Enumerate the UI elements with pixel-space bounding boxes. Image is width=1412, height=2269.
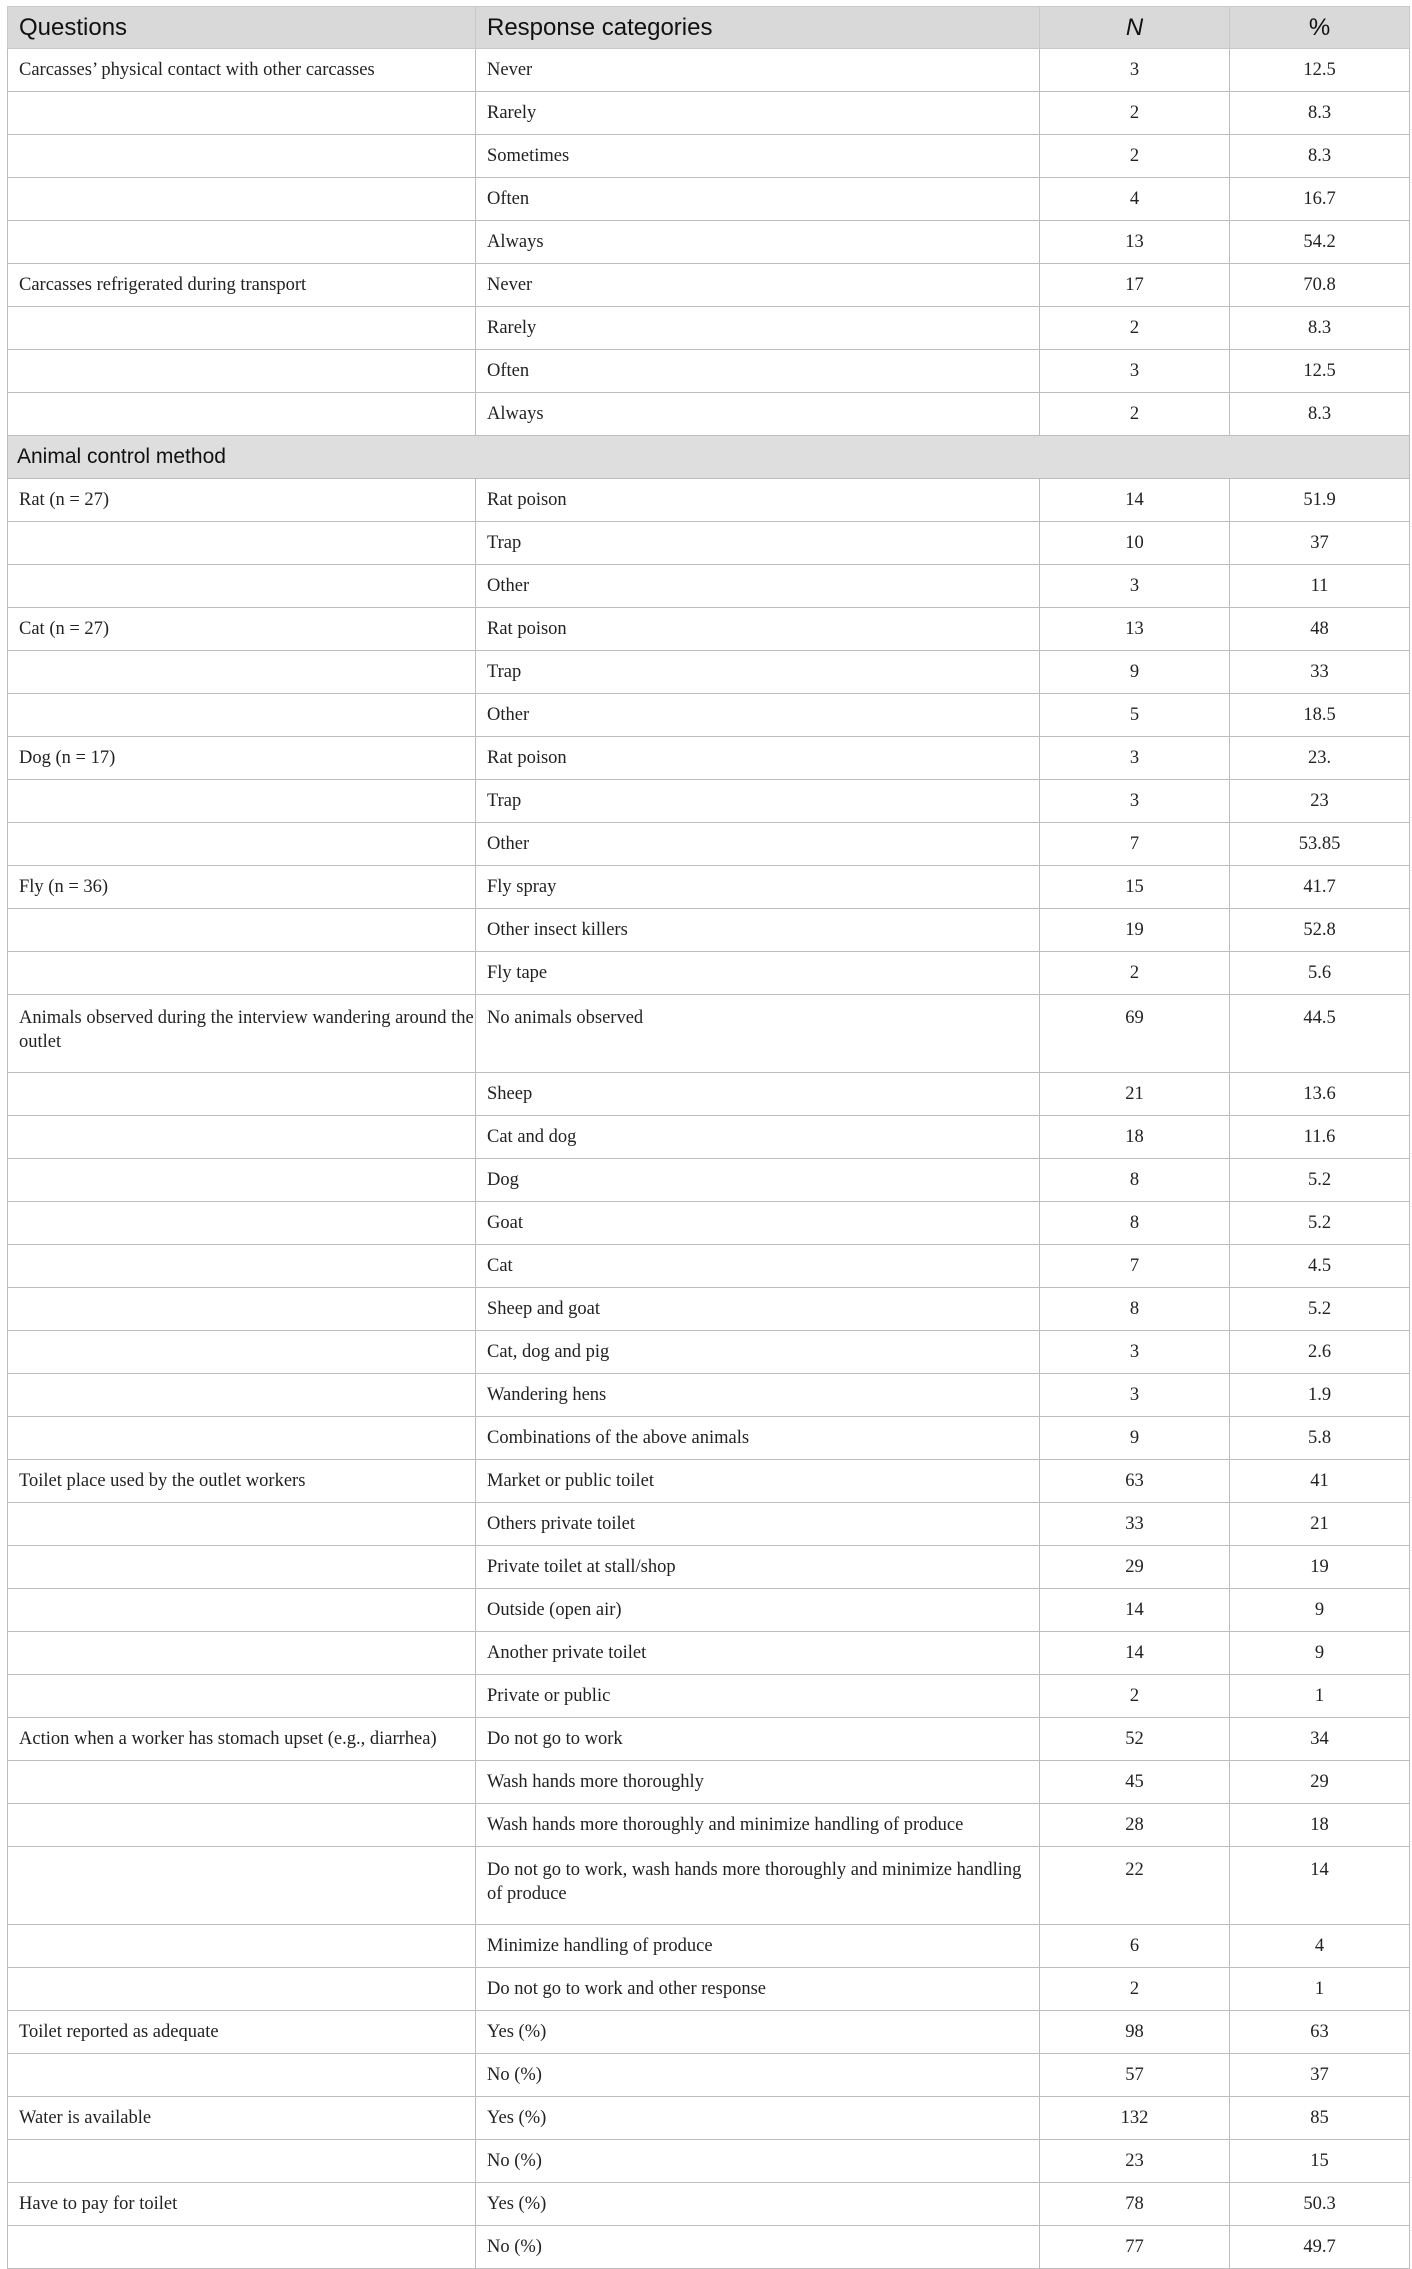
table-row — [8, 1073, 1410, 1116]
count-cell: 3 — [1040, 780, 1230, 823]
response-cell: Private toilet at stall/shop — [476, 1546, 1040, 1589]
response-cell: Always — [476, 393, 1040, 436]
percent-cell: 4.5 — [1230, 1245, 1410, 1288]
question-cell: Animals observed during the interview wandering around the outlet — [8, 995, 476, 1073]
question-cell — [8, 823, 476, 866]
table-row — [8, 350, 1410, 393]
header-n: N — [1040, 7, 1230, 49]
table-row — [8, 393, 1410, 436]
percent-cell: 52.8 — [1230, 909, 1410, 952]
response-cell: Private or public — [476, 1675, 1040, 1718]
count-cell: 23 — [1040, 2140, 1230, 2183]
question-cell: Fly (n = 36) — [8, 866, 476, 909]
table-row — [8, 2011, 1410, 2054]
question-cell — [8, 694, 476, 737]
percent-cell: 8.3 — [1230, 92, 1410, 135]
response-cell: Others private toilet — [476, 1503, 1040, 1546]
question-cell — [8, 1374, 476, 1417]
percent-cell: 11.6 — [1230, 1116, 1410, 1159]
table-row — [8, 264, 1410, 307]
table-row — [8, 995, 1410, 1073]
table-row — [8, 565, 1410, 608]
percent-cell: 34 — [1230, 1718, 1410, 1761]
question-cell — [8, 1417, 476, 1460]
question-cell — [8, 1968, 476, 2011]
table-row — [8, 1589, 1410, 1632]
count-cell: 3 — [1040, 1331, 1230, 1374]
response-cell: Never — [476, 264, 1040, 307]
table-row — [8, 1116, 1410, 1159]
header-response-categories: Response categories — [476, 7, 1040, 49]
response-cell: No (%) — [476, 2226, 1040, 2269]
percent-cell: 41.7 — [1230, 866, 1410, 909]
response-cell: Yes (%) — [476, 2097, 1040, 2140]
question-cell: Toilet place used by the outlet workers — [8, 1460, 476, 1503]
percent-cell: 51.9 — [1230, 479, 1410, 522]
response-cell: Wash hands more thoroughly and minimize handling of produce — [476, 1804, 1040, 1847]
header-questions: Questions — [8, 7, 476, 49]
table-body — [8, 49, 1410, 2269]
count-cell: 28 — [1040, 1804, 1230, 1847]
table-row — [8, 737, 1410, 780]
header-percent: % — [1230, 7, 1410, 49]
count-cell: 2 — [1040, 1968, 1230, 2011]
question-cell — [8, 1546, 476, 1589]
table-row — [8, 1847, 1410, 1925]
response-cell: Do not go to work and other response — [476, 1968, 1040, 2011]
count-cell: 13 — [1040, 608, 1230, 651]
response-cell: Sheep — [476, 1073, 1040, 1116]
question-cell — [8, 307, 476, 350]
percent-cell: 8.3 — [1230, 307, 1410, 350]
table-row — [8, 2226, 1410, 2269]
percent-cell: 54.2 — [1230, 221, 1410, 264]
response-cell: Yes (%) — [476, 2183, 1040, 2226]
percent-cell: 70.8 — [1230, 264, 1410, 307]
percent-cell: 23 — [1230, 780, 1410, 823]
table-row — [8, 694, 1410, 737]
response-cell: Wandering hens — [476, 1374, 1040, 1417]
question-cell — [8, 651, 476, 694]
question-cell: Carcasses refrigerated during transport — [8, 264, 476, 307]
table-row — [8, 135, 1410, 178]
response-cell: Other — [476, 823, 1040, 866]
question-cell — [8, 1073, 476, 1116]
count-cell: 78 — [1040, 2183, 1230, 2226]
question-cell — [8, 1589, 476, 1632]
count-cell: 2 — [1040, 135, 1230, 178]
response-cell: Often — [476, 350, 1040, 393]
table-row — [8, 2183, 1410, 2226]
question-cell — [8, 178, 476, 221]
table-row — [8, 1675, 1410, 1718]
response-cell: Outside (open air) — [476, 1589, 1040, 1632]
count-cell: 45 — [1040, 1761, 1230, 1804]
table-row — [8, 1417, 1410, 1460]
percent-cell: 1 — [1230, 1675, 1410, 1718]
question-cell — [8, 1847, 476, 1925]
table-row — [8, 479, 1410, 522]
count-cell: 33 — [1040, 1503, 1230, 1546]
response-cell: Fly spray — [476, 866, 1040, 909]
table-row — [8, 1331, 1410, 1374]
table-row — [8, 1546, 1410, 1589]
question-cell: Cat (n = 27) — [8, 608, 476, 651]
count-cell: 7 — [1040, 823, 1230, 866]
table-row — [8, 522, 1410, 565]
response-cell: Wash hands more thoroughly — [476, 1761, 1040, 1804]
table-row — [8, 1503, 1410, 1546]
response-cell: Sometimes — [476, 135, 1040, 178]
count-cell: 14 — [1040, 1632, 1230, 1675]
percent-cell: 50.3 — [1230, 2183, 1410, 2226]
count-cell: 13 — [1040, 221, 1230, 264]
percent-cell: 5.2 — [1230, 1288, 1410, 1331]
question-cell — [8, 780, 476, 823]
count-cell: 2 — [1040, 307, 1230, 350]
percent-cell: 2.6 — [1230, 1331, 1410, 1374]
question-cell — [8, 2140, 476, 2183]
count-cell: 2 — [1040, 92, 1230, 135]
table-row — [8, 1718, 1410, 1761]
count-cell: 15 — [1040, 866, 1230, 909]
response-cell: Cat — [476, 1245, 1040, 1288]
count-cell: 132 — [1040, 2097, 1230, 2140]
response-cell: No animals observed — [476, 995, 1040, 1073]
percent-cell: 15 — [1230, 2140, 1410, 2183]
count-cell: 14 — [1040, 1589, 1230, 1632]
table-row — [8, 92, 1410, 135]
response-cell: Cat, dog and pig — [476, 1331, 1040, 1374]
response-cell: No (%) — [476, 2140, 1040, 2183]
percent-cell: 4 — [1230, 1925, 1410, 1968]
count-cell: 2 — [1040, 952, 1230, 995]
response-cell: Never — [476, 49, 1040, 92]
percent-cell: 18 — [1230, 1804, 1410, 1847]
table-header — [8, 7, 1410, 49]
response-cell: Cat and dog — [476, 1116, 1040, 1159]
question-cell — [8, 1804, 476, 1847]
percent-cell: 49.7 — [1230, 2226, 1410, 2269]
percent-cell: 21 — [1230, 1503, 1410, 1546]
question-cell — [8, 1202, 476, 1245]
percent-cell: 13.6 — [1230, 1073, 1410, 1116]
percent-cell: 9 — [1230, 1632, 1410, 1675]
response-cell: Other — [476, 694, 1040, 737]
count-cell: 9 — [1040, 1417, 1230, 1460]
count-cell: 3 — [1040, 565, 1230, 608]
question-cell — [8, 1675, 476, 1718]
table-row — [8, 651, 1410, 694]
table-row — [8, 178, 1410, 221]
question-cell — [8, 2054, 476, 2097]
response-cell: Do not go to work — [476, 1718, 1040, 1761]
response-cell: Market or public toilet — [476, 1460, 1040, 1503]
table-row — [8, 1804, 1410, 1847]
question-cell: Water is available — [8, 2097, 476, 2140]
survey-table — [7, 6, 1410, 2269]
table-row — [8, 608, 1410, 651]
percent-cell: 41 — [1230, 1460, 1410, 1503]
table-row — [8, 952, 1410, 995]
table-row — [8, 1925, 1410, 1968]
percent-cell: 1 — [1230, 1968, 1410, 2011]
question-cell: Toilet reported as adequate — [8, 2011, 476, 2054]
table-row — [8, 823, 1410, 866]
table-row — [8, 2140, 1410, 2183]
percent-cell: 18.5 — [1230, 694, 1410, 737]
count-cell: 6 — [1040, 1925, 1230, 1968]
count-cell: 98 — [1040, 2011, 1230, 2054]
response-cell: Often — [476, 178, 1040, 221]
percent-cell: 12.5 — [1230, 350, 1410, 393]
response-cell: Combinations of the above animals — [476, 1417, 1040, 1460]
percent-cell: 33 — [1230, 651, 1410, 694]
count-cell: 3 — [1040, 1374, 1230, 1417]
percent-cell: 5.2 — [1230, 1202, 1410, 1245]
response-cell: Rat poison — [476, 737, 1040, 780]
response-cell: Other — [476, 565, 1040, 608]
count-cell: 19 — [1040, 909, 1230, 952]
percent-cell: 5.6 — [1230, 952, 1410, 995]
percent-cell: 8.3 — [1230, 135, 1410, 178]
table-row — [8, 1288, 1410, 1331]
question-cell — [8, 221, 476, 264]
percent-cell: 11 — [1230, 565, 1410, 608]
response-cell: Minimize handling of produce — [476, 1925, 1040, 1968]
count-cell: 3 — [1040, 350, 1230, 393]
percent-cell: 29 — [1230, 1761, 1410, 1804]
question-cell — [8, 952, 476, 995]
table-row — [8, 1159, 1410, 1202]
count-cell: 63 — [1040, 1460, 1230, 1503]
count-cell: 77 — [1040, 2226, 1230, 2269]
count-cell: 9 — [1040, 651, 1230, 694]
response-cell: Rarely — [476, 307, 1040, 350]
response-cell: Goat — [476, 1202, 1040, 1245]
table-row — [8, 1245, 1410, 1288]
table-row — [8, 909, 1410, 952]
question-cell — [8, 1632, 476, 1675]
table-row — [8, 780, 1410, 823]
question-cell — [8, 2226, 476, 2269]
table-row — [8, 1632, 1410, 1675]
percent-cell: 19 — [1230, 1546, 1410, 1589]
table-row — [8, 866, 1410, 909]
count-cell: 3 — [1040, 737, 1230, 780]
percent-cell: 37 — [1230, 522, 1410, 565]
count-cell: 8 — [1040, 1159, 1230, 1202]
percent-cell: 53.85 — [1230, 823, 1410, 866]
percent-cell: 37 — [1230, 2054, 1410, 2097]
count-cell: 29 — [1040, 1546, 1230, 1589]
question-cell — [8, 909, 476, 952]
response-cell: No (%) — [476, 2054, 1040, 2097]
count-cell: 10 — [1040, 522, 1230, 565]
question-cell — [8, 1116, 476, 1159]
response-cell: Trap — [476, 651, 1040, 694]
table-row — [8, 2054, 1410, 2097]
question-cell — [8, 1159, 476, 1202]
table-row — [8, 1460, 1410, 1503]
count-cell: 52 — [1040, 1718, 1230, 1761]
response-cell: Rarely — [476, 92, 1040, 135]
question-cell: Have to pay for toilet — [8, 2183, 476, 2226]
question-cell — [8, 393, 476, 436]
response-cell: Trap — [476, 780, 1040, 823]
count-cell: 7 — [1040, 1245, 1230, 1288]
table-row — [8, 1968, 1410, 2011]
section-title: Animal control method — [8, 436, 1410, 479]
response-cell: Rat poison — [476, 608, 1040, 651]
percent-cell: 5.8 — [1230, 1417, 1410, 1460]
question-cell — [8, 1503, 476, 1546]
table-row — [8, 2097, 1410, 2140]
response-cell: Other insect killers — [476, 909, 1040, 952]
question-cell — [8, 1925, 476, 1968]
question-cell — [8, 135, 476, 178]
count-cell: 22 — [1040, 1847, 1230, 1925]
percent-cell: 63 — [1230, 2011, 1410, 2054]
question-cell — [8, 522, 476, 565]
table-row — [8, 1202, 1410, 1245]
percent-cell: 12.5 — [1230, 49, 1410, 92]
count-cell: 2 — [1040, 393, 1230, 436]
count-cell: 2 — [1040, 1675, 1230, 1718]
table-row — [8, 307, 1410, 350]
table-row — [8, 1374, 1410, 1417]
table-row — [8, 49, 1410, 92]
table-row — [8, 1761, 1410, 1804]
percent-cell: 1.9 — [1230, 1374, 1410, 1417]
question-cell — [8, 92, 476, 135]
count-cell: 4 — [1040, 178, 1230, 221]
response-cell: Rat poison — [476, 479, 1040, 522]
response-cell: Do not go to work, wash hands more thoroughly and minimize handling of produce — [476, 1847, 1040, 1925]
question-cell — [8, 350, 476, 393]
section-row — [8, 436, 1410, 479]
count-cell: 8 — [1040, 1288, 1230, 1331]
question-cell: Action when a worker has stomach upset (e.g., diarrhea) — [8, 1718, 476, 1761]
percent-cell: 5.2 — [1230, 1159, 1410, 1202]
count-cell: 3 — [1040, 49, 1230, 92]
response-cell: Dog — [476, 1159, 1040, 1202]
percent-cell: 8.3 — [1230, 393, 1410, 436]
percent-cell: 23. — [1230, 737, 1410, 780]
question-cell — [8, 1761, 476, 1804]
question-cell: Rat (n = 27) — [8, 479, 476, 522]
count-cell: 69 — [1040, 995, 1230, 1073]
percent-cell: 48 — [1230, 608, 1410, 651]
response-cell: Fly tape — [476, 952, 1040, 995]
percent-cell: 16.7 — [1230, 178, 1410, 221]
count-cell: 21 — [1040, 1073, 1230, 1116]
percent-cell: 85 — [1230, 2097, 1410, 2140]
count-cell: 17 — [1040, 264, 1230, 307]
count-cell: 57 — [1040, 2054, 1230, 2097]
count-cell: 18 — [1040, 1116, 1230, 1159]
question-cell — [8, 1288, 476, 1331]
response-cell: Always — [476, 221, 1040, 264]
response-cell: Another private toilet — [476, 1632, 1040, 1675]
response-cell: Trap — [476, 522, 1040, 565]
question-cell: Dog (n = 17) — [8, 737, 476, 780]
question-cell — [8, 565, 476, 608]
count-cell: 14 — [1040, 479, 1230, 522]
question-cell — [8, 1245, 476, 1288]
question-cell — [8, 1331, 476, 1374]
count-cell: 8 — [1040, 1202, 1230, 1245]
table-row — [8, 221, 1410, 264]
percent-cell: 14 — [1230, 1847, 1410, 1925]
question-cell: Carcasses’ physical contact with other carcasses — [8, 49, 476, 92]
response-cell: Sheep and goat — [476, 1288, 1040, 1331]
header-row — [8, 7, 1410, 49]
percent-cell: 44.5 — [1230, 995, 1410, 1073]
count-cell: 5 — [1040, 694, 1230, 737]
response-cell: Yes (%) — [476, 2011, 1040, 2054]
percent-cell: 9 — [1230, 1589, 1410, 1632]
